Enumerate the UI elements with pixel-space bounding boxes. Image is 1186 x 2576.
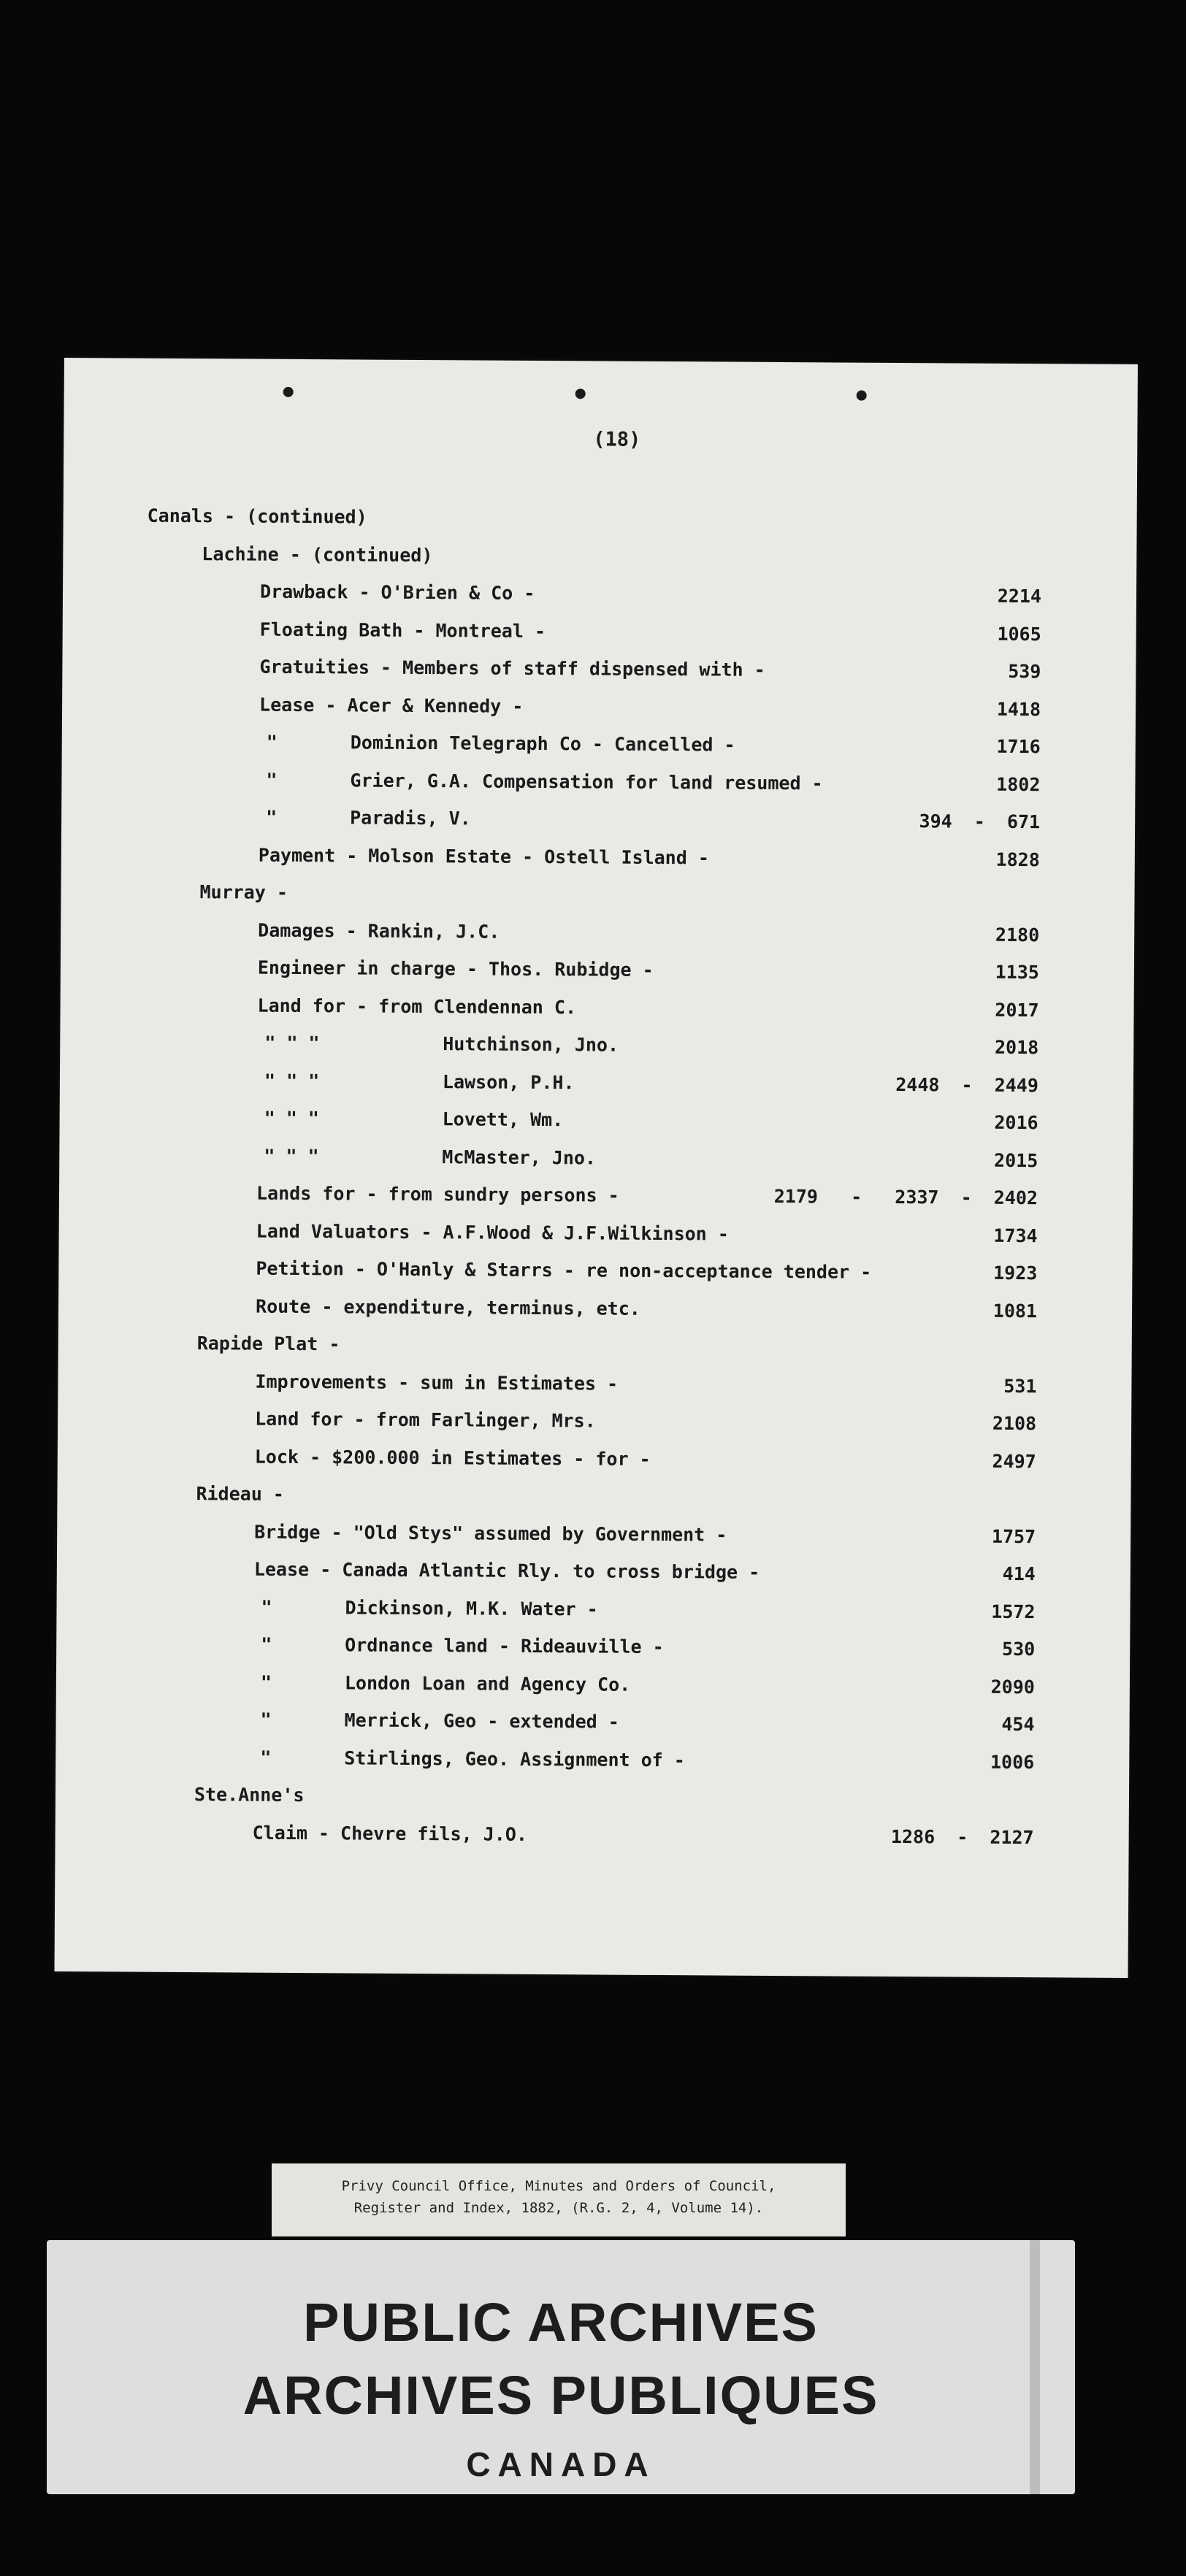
page-reference: 1828 bbox=[995, 848, 1040, 870]
index-row bbox=[62, 651, 1041, 686]
page-reference: 1418 bbox=[996, 698, 1041, 720]
entry-text: Damages - Rankin, J.C. bbox=[258, 919, 500, 943]
entry-text: Claim - Chevre fils, J.O. bbox=[252, 1822, 528, 1845]
index-row bbox=[57, 1479, 1036, 1514]
index-row bbox=[56, 1666, 1035, 1701]
page-reference: 454 bbox=[1001, 1713, 1035, 1736]
index-row bbox=[60, 1027, 1038, 1062]
entry-text: Grier, G.A. Compensation for land resumed - bbox=[350, 769, 823, 794]
index-row bbox=[61, 839, 1040, 874]
stamp-line-2: ARCHIVES PUBLIQUES bbox=[242, 2365, 879, 2426]
index-row bbox=[56, 1704, 1034, 1739]
entry-text: Land for - from Clendennan C. bbox=[257, 994, 577, 1018]
punch-hole bbox=[857, 391, 867, 401]
label-line-2: Register and Index, 1882, (R.G. 2, 4, Volume 14). bbox=[353, 2200, 764, 2216]
page-reference: 2090 bbox=[990, 1676, 1035, 1698]
entry-text: Lands for - from sundry persons - bbox=[256, 1182, 619, 1206]
page-reference: 1006 bbox=[990, 1751, 1035, 1773]
ditto-mark: " bbox=[266, 769, 278, 791]
ditto-mark: " " " bbox=[264, 1070, 320, 1092]
page-reference: 1757 bbox=[991, 1525, 1036, 1547]
page-reference: 1286 - 2127 bbox=[890, 1825, 1034, 1848]
page-reference: 2448 - 2449 bbox=[895, 1073, 1039, 1096]
index-row bbox=[62, 727, 1041, 762]
index-row bbox=[57, 1554, 1036, 1589]
index-row bbox=[61, 764, 1040, 799]
index-row bbox=[63, 576, 1041, 611]
index-row bbox=[60, 989, 1038, 1024]
entry-text: Petition - O'Hanly & Starrs - re non-acceptance tender - bbox=[256, 1257, 872, 1283]
index-row bbox=[60, 1103, 1038, 1138]
entry-text: Land Valuators - A.F.Wood & J.F.Wilkinson - bbox=[256, 1220, 729, 1245]
entry-text: Payment - Molson Estate - Ostell Island - bbox=[258, 844, 710, 868]
stamp-line-1: PUBLIC ARCHIVES bbox=[303, 2292, 819, 2353]
index-row bbox=[56, 1741, 1034, 1776]
index-row bbox=[56, 1629, 1035, 1664]
index-row bbox=[61, 914, 1039, 949]
punch-hole bbox=[283, 387, 294, 397]
index-row bbox=[62, 689, 1041, 724]
page-reference: 531 bbox=[1003, 1375, 1037, 1397]
page-reference: 2016 bbox=[994, 1111, 1038, 1134]
ditto-mark: " bbox=[261, 1633, 272, 1655]
entry-text: Paradis, V. bbox=[350, 807, 471, 829]
index-row bbox=[58, 1290, 1037, 1325]
entry-text: Rapide Plat - bbox=[196, 1333, 340, 1355]
ditto-mark: " " " bbox=[264, 1032, 320, 1054]
entry-text: Murray - bbox=[199, 881, 288, 903]
page-reference: 2015 bbox=[994, 1149, 1038, 1171]
entry-text: Bridge - "Old Stys" assumed by Government - bbox=[254, 1521, 727, 1546]
entry-text: Lease - Canada Atlantic Rly. to cross bridge - bbox=[253, 1558, 760, 1583]
stamp-line-3: CANADA bbox=[466, 2445, 656, 2483]
entry-text: Land for - from Farlinger, Mrs. bbox=[255, 1408, 596, 1432]
punch-hole bbox=[575, 388, 586, 399]
index-row bbox=[56, 1591, 1035, 1626]
page-reference: 1065 bbox=[997, 623, 1041, 645]
index-row bbox=[61, 802, 1040, 837]
index-row bbox=[60, 1065, 1038, 1100]
index-row bbox=[59, 1140, 1038, 1175]
index-row bbox=[58, 1328, 1037, 1363]
index-row bbox=[64, 501, 1042, 536]
index-row bbox=[59, 1215, 1038, 1250]
page-reference: 2108 bbox=[992, 1412, 1037, 1435]
entry-text: Ordnance land - Rideauville - bbox=[345, 1634, 664, 1658]
entry-text: Canals - (continued) bbox=[147, 505, 367, 528]
index-row bbox=[61, 877, 1039, 912]
entry-text: McMaster, Jno. bbox=[442, 1146, 597, 1168]
index-row bbox=[56, 1817, 1034, 1852]
ditto-mark: " bbox=[261, 1596, 272, 1618]
index-row bbox=[58, 1253, 1037, 1288]
entry-text: Lock - $200.000 in Estimates - for - bbox=[254, 1446, 651, 1470]
entry-text: Engineer in charge - Thos. Rubidge - bbox=[257, 957, 654, 981]
entry-text: Dominion Telegraph Co - Cancelled - bbox=[350, 732, 735, 756]
archives-stamp bbox=[47, 2240, 1075, 2494]
page-reference: 2497 bbox=[992, 1450, 1036, 1472]
ditto-mark: " bbox=[260, 1709, 272, 1730]
page-number: (18) bbox=[593, 428, 641, 451]
entry-text: Ste.Anne's bbox=[194, 1784, 305, 1806]
entry-text: Lawson, P.H. bbox=[442, 1070, 575, 1093]
entry-text: Stirlings, Geo. Assignment of - bbox=[344, 1747, 685, 1771]
page-reference: 2017 bbox=[995, 999, 1039, 1021]
page-reference: 2214 bbox=[997, 585, 1042, 607]
index-row bbox=[61, 952, 1039, 987]
entry-text: Floating Bath - Montreal - bbox=[259, 618, 546, 642]
reference-label bbox=[272, 2163, 846, 2236]
entry-text: Gratuities - Members of staff dispensed with - bbox=[259, 656, 765, 681]
page-reference: 1081 bbox=[992, 1300, 1038, 1322]
page-reference: 1135 bbox=[995, 961, 1039, 984]
entry-text: Route - expenditure, terminus, etc. bbox=[255, 1295, 640, 1319]
page-reference: 1572 bbox=[991, 1601, 1036, 1622]
index-row bbox=[56, 1779, 1034, 1814]
ditto-mark: " " " bbox=[264, 1145, 319, 1167]
entry-text: Lachine - (continued) bbox=[202, 543, 433, 566]
label-line-1: Privy Council Office, Minutes and Orders of Council, bbox=[341, 2178, 776, 2194]
page-reference: 394 - 671 bbox=[919, 810, 1041, 833]
ditto-mark: " bbox=[260, 1671, 272, 1693]
entry-text: Lovett, Wm. bbox=[442, 1108, 564, 1131]
entry-text: Lease - Acer & Kennedy - bbox=[259, 694, 524, 717]
index-row bbox=[58, 1441, 1036, 1476]
page-reference: 2180 bbox=[995, 924, 1040, 946]
index-list bbox=[64, 358, 1138, 1848]
page-reference: 1716 bbox=[996, 735, 1041, 758]
index-row bbox=[63, 538, 1041, 573]
page-reference: 1802 bbox=[996, 773, 1041, 795]
page-reference: 539 bbox=[1008, 660, 1041, 683]
document-page bbox=[54, 358, 1137, 1978]
page-reference: 414 bbox=[1002, 1563, 1036, 1585]
ditto-mark: " bbox=[260, 1747, 272, 1768]
page-reference: 2018 bbox=[994, 1036, 1039, 1059]
page-reference: 530 bbox=[1001, 1638, 1036, 1660]
ditto-mark: " bbox=[266, 731, 278, 753]
ditto-mark: " " " bbox=[264, 1107, 319, 1130]
page-reference: 2179 - 2337 - 2402 bbox=[773, 1185, 1038, 1209]
entry-text: Improvements - sum in Estimates - bbox=[255, 1371, 619, 1395]
index-row bbox=[63, 613, 1041, 648]
entry-text: Rideau - bbox=[196, 1483, 285, 1505]
ditto-mark: " bbox=[266, 806, 278, 828]
entry-text: Merrick, Geo - extended - bbox=[344, 1709, 619, 1733]
index-row bbox=[58, 1403, 1036, 1438]
entry-text: London Loan and Agency Co. bbox=[344, 1671, 631, 1695]
entry-text: Drawback - O'Brien & Co - bbox=[259, 580, 535, 604]
index-row bbox=[57, 1516, 1036, 1551]
index-row bbox=[59, 1178, 1038, 1213]
page-reference: 1923 bbox=[993, 1262, 1038, 1284]
entry-text: Hutchinson, Jno. bbox=[443, 1033, 619, 1056]
entry-text: Dickinson, M.K. Water - bbox=[345, 1596, 598, 1619]
page-reference: 1734 bbox=[993, 1224, 1038, 1246]
index-row bbox=[58, 1365, 1036, 1400]
